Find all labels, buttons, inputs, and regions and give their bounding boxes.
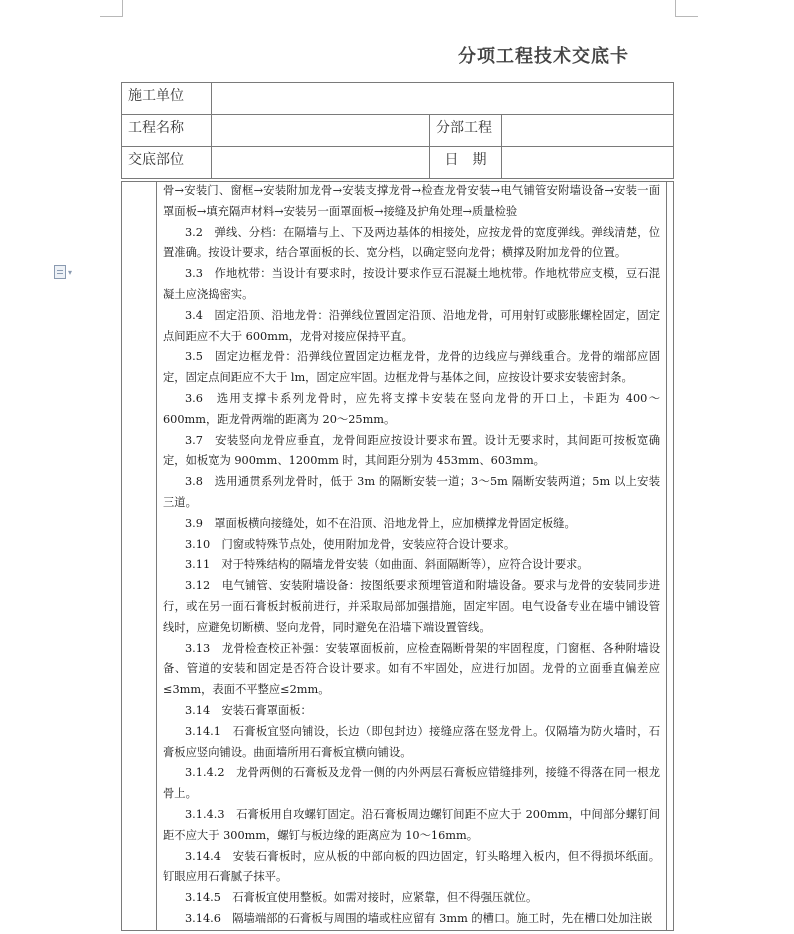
body-paragraph: 3.1.4.3 石膏板用自攻螺钉固定。沿石膏板周边螺钉间距不应大于 200mm，中间部分螺钉间距不应大于 300mm，螺钉与板边缘的距离应为 10～16mm。	[163, 807, 660, 842]
body-paragraph: 3.5 固定边框龙骨：沿弹线位置固定边框龙骨，龙骨的边线应与弹线重合。龙骨的端部应固定，固定点间距应不大于 lm，固定应牢固。边框龙骨与基体之间，应按设计要求安装密封条。	[163, 350, 660, 385]
body-paragraph: 3.14.4 安装石膏板时，应从板的中部向板的四边固定，钉头略埋入板内，但不得损坏纸面。钉眼应用石膏腻子抹平。	[163, 849, 660, 884]
location-value-cell[interactable]	[212, 147, 430, 179]
body-paragraph: 3.11 对于特殊结构的隔墙龙骨安装（如曲面、斜面隔断等），应符合设计要求。	[185, 558, 589, 572]
body-paragraph: 3.9 罩面板横向接缝处，如不在沿顶、沿地龙骨上，应加横撑龙骨固定板缝。	[185, 516, 576, 530]
body-paragraph: 3.14 安装石膏罩面板：	[185, 703, 312, 717]
document-title: 分项工程技术交底卡	[458, 46, 629, 67]
header-row-project	[122, 115, 674, 147]
division-label: 分部工程	[430, 115, 502, 147]
header-table	[121, 82, 674, 179]
document-dropdown-icon[interactable]	[54, 265, 72, 279]
date-value-cell[interactable]	[502, 147, 674, 179]
body-paragraph: 3.14.1 石膏板宜竖向铺设，长边（即包封边）接缝应落在竖龙骨上。仅隔墙为防火墙时，石膏板应竖向铺设。曲面墙所用石膏板宜横向铺设。	[163, 724, 660, 759]
body-paragraph: 3.13 龙骨检查校正补强：安装罩面板前，应检查隔断骨架的牢固程度，门窗框、各种附墙设备、管道的安装和固定是否符合设计要求。如有不牢固处，应进行加固。龙骨的立面垂直偏差应≤3mm，表面不平整应≤2mm。	[163, 641, 660, 697]
body-paragraph: 骨→安装门、窗框→安装附加龙骨→安装支撑龙骨→检查龙骨安装→电气铺管安附墙设备→安装一面罩面板→填充隔声材料→安装另一面罩面板→接缝及护角处理→质量检验	[163, 184, 660, 218]
body-paragraph: 3.14.6 隔墙端部的石膏板与周围的墙或柱应留有 3mm 的槽口。施工时，先在槽口处加注嵌	[185, 911, 653, 925]
body-paragraph: 3.14.5 石膏板宜使用整板。如需对接时，应紧靠，但不得强压就位。	[185, 891, 538, 905]
body-paragraph: 3.3 作地枕带：当设计有要求时，按设计要求作豆石混凝土地枕带。作地枕带应支模，豆石混凝土应浇捣密实。	[163, 267, 660, 301]
body-paragraph: 3.12 电气铺管、安装附墙设备：按图纸要求预埋管道和附墙设备。要求与龙骨的安装同步进行，或在另一面石膏板封板前进行，并采取局部加强措施，固定牢固。电气设备专业在墙中铺设管线时，应避免切断横、竖向龙骨，同时避免在沿墙下端设置管线。	[163, 579, 660, 634]
body-paragraph: 3.6 选用支撑卡系列龙骨时，应先将支撑卡安装在竖向龙骨的开口上，卡距为 400～600mm，距龙骨两端的距离为 20～25mm。	[163, 391, 660, 426]
division-value-cell[interactable]	[502, 115, 674, 147]
body-paragraph: 3.10 门窗或特殊节点处，使用附加龙骨，安装应符合设计要求。	[185, 537, 516, 551]
project-name-label: 工程名称	[122, 115, 212, 147]
body-paragraph: 3.2 弹线、分档：在隔墙与上、下及两边基体的相接处，应按龙骨的宽度弹线。弹线清楚，位置准确。按设计要求，结合罩面板的长、宽分档，以确定竖向龙骨；横撑及附加龙骨的位置。	[163, 225, 660, 260]
project-name-value-cell[interactable]	[212, 115, 430, 147]
page-corner-mark-right	[675, 0, 698, 17]
location-label: 交底部位	[122, 147, 212, 179]
document-icon	[54, 265, 66, 279]
unit-value-cell[interactable]	[212, 83, 674, 115]
caret-down-icon: ▾	[68, 267, 73, 277]
disclosure-body-frame	[121, 181, 674, 931]
body-paragraph: 3.1.4.2 龙骨两侧的石膏板及龙骨一侧的内外两层石膏板应错缝排列，接缝不得落在同一根龙骨上。	[163, 766, 660, 801]
body-paragraph: 3.4 固定沿顶、沿地龙骨：沿弹线位置固定沿顶、沿地龙骨，可用射钉或膨胀螺栓固定，固定点间距应不大于 600mm，龙骨对接应保持平直。	[163, 308, 660, 343]
disclosure-body-column	[156, 181, 667, 931]
page-corner-mark-left	[100, 0, 123, 17]
disclosure-content	[157, 181, 666, 930]
unit-label: 施工单位	[122, 83, 212, 115]
header-row-location	[122, 147, 674, 179]
body-paragraph: 3.8 选用通贯系列龙骨时，低于 3m 的隔断安装一道；3～5m 隔断安装两道；5m 以上安装三道。	[163, 475, 660, 509]
header-row-unit	[122, 83, 674, 115]
body-paragraph: 3.7 安装竖向龙骨应垂直，龙骨间距应按设计要求布置。设计无要求时，其间距可按板宽确定，如板宽为 900mm、1200mm 时，其间距分别为 453mm、603mm。	[163, 433, 660, 468]
date-label: 日 期	[430, 147, 502, 179]
